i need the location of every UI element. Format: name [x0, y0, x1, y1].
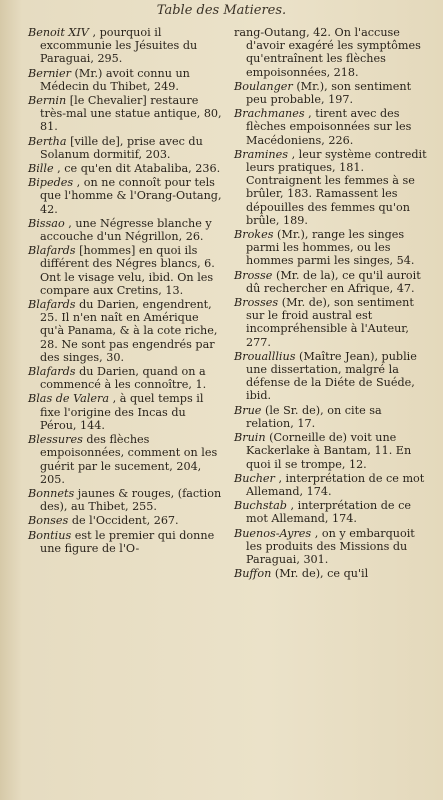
- entry-headword: Bontius: [28, 528, 72, 542]
- index-entry: [234, 269, 430, 295]
- index-entry: [28, 298, 224, 364]
- entry-text: (le Sr. de), on cite sa relation, 17.: [246, 403, 382, 430]
- entry-text: (Mr. de la), ce qu'il auroit dû rechercher en Afrique, 47.: [246, 268, 421, 295]
- entry-text: jaunes & rouges, (faction des), au Thibet, 255.: [40, 486, 222, 514]
- entry-headword: Buffon: [234, 567, 272, 581]
- entry-text: (Mr.), range les singes parmi les hommes, ou les hommes parmi les singes, 54.: [246, 228, 415, 268]
- entry-headword: Buchstab: [234, 499, 287, 513]
- entry-text: (Mr. de), son sentiment sur le froid austral est incompréhensible à l'Auteur, 277.: [246, 296, 414, 349]
- index-entry: [234, 107, 430, 147]
- index-entry: [28, 514, 224, 527]
- entry-headword: Blas de Valera: [28, 392, 110, 406]
- index-entry: [234, 296, 430, 349]
- index-entry: [234, 26, 430, 79]
- entry-headword: Bertha: [28, 134, 67, 148]
- index-entry: [234, 404, 430, 430]
- entry-headword: Bissao: [28, 216, 65, 230]
- index-entry: [234, 350, 430, 403]
- entry-text: (Corneille de) voit une Kackerlake à Bantam, 11. En quoi il se trompe, 12.: [246, 431, 412, 471]
- entry-headword: Brosse: [234, 268, 273, 282]
- entry-text: , on y embarquoit les produits des Missions du Paraguai, 301.: [246, 526, 415, 566]
- entry-text: , à quel temps il fixe l'origine des Incas du Pérou, 144.: [40, 392, 204, 432]
- index-entry: [28, 176, 224, 216]
- entry-headword: Brachmanes: [234, 107, 305, 121]
- index-entry: [234, 567, 430, 580]
- entry-headword: Brosses: [234, 296, 279, 310]
- index-columns: [28, 26, 433, 581]
- entry-headword: Bipedes: [28, 176, 74, 190]
- index-entry: [28, 392, 224, 432]
- entry-headword: Blafards: [28, 298, 76, 312]
- entry-headword: Boulanger: [234, 79, 293, 93]
- index-entry: [234, 527, 430, 567]
- index-entry: [28, 67, 224, 93]
- index-entry: [28, 244, 224, 297]
- left-column: [28, 26, 224, 581]
- entry-headword: Bille: [28, 162, 54, 176]
- index-entry: [234, 228, 430, 268]
- entry-text: [hommes] en quoi ils différent des Négres blancs, 6. Ont le visage velu, ibid. On les compare aux Cretins, 13.: [40, 244, 215, 297]
- entry-headword: Brue: [234, 403, 262, 417]
- index-entry: [28, 529, 224, 555]
- entry-text: , pourquoi il excommunie les Jésuites du Paraguai, 295.: [40, 26, 198, 66]
- entry-text: , leur système contredit leurs pratiques, 181. Contraignent les femmes à se brûler, 183. Ramassent les dépouilles des femmes qu'on brûle, 189.: [246, 147, 427, 227]
- entry-text: (Mr. de), ce qu'il: [274, 567, 369, 581]
- entry-text: est le premier qui donne une figure de l'O-: [40, 528, 215, 555]
- entry-headword: Brokes: [234, 228, 274, 242]
- entry-text: (Mr.) avoit connu un Médecin du Thibet, 249.: [40, 66, 190, 93]
- entry-text: du Darien, quand on a commencé à les connoître, 1.: [40, 365, 207, 392]
- entry-text: rang-Outang, 42. On l'accuse d'avoir exagéré les symptômes qu'entraînent les flèches empoisonnées, 218.: [234, 26, 421, 79]
- entry-headword: Bernin: [28, 94, 67, 108]
- right-column: [234, 26, 430, 581]
- entry-text: , on ne connoît pour tels que l'homme & l'Orang-Outang, 42.: [40, 176, 222, 216]
- entry-headword: Bonses: [28, 514, 69, 528]
- index-entry: [28, 217, 224, 243]
- index-entry: [234, 499, 430, 525]
- entry-headword: Bernier: [28, 66, 71, 80]
- index-entry: [234, 472, 430, 498]
- entry-headword: Bucher: [234, 471, 275, 485]
- entry-headword: Bramines: [234, 147, 288, 161]
- entry-headword: Blafards: [28, 365, 76, 379]
- entry-text: , interprétation de ce mot Allemand, 174.: [246, 471, 425, 498]
- entry-headword: Blafards: [28, 244, 76, 258]
- entry-text: (Mr.), son sentiment peu probable, 197.: [246, 79, 412, 107]
- index-entry: [234, 80, 430, 106]
- index-entry: [234, 431, 430, 471]
- entry-headword: Bruin: [234, 431, 266, 445]
- index-entry: [28, 365, 224, 391]
- running-head: Table des Matieres.: [156, 3, 287, 18]
- entry-headword: Buenos-Ayres: [234, 526, 312, 540]
- entry-text: , ce qu'en dit Atabaliba, 236.: [57, 162, 221, 176]
- entry-text: de l'Occident, 267.: [71, 514, 179, 528]
- entry-text: , une Négresse blanche y accouche d'un Négrillon, 26.: [40, 216, 212, 244]
- entry-text: [ville de], prise avec du Solanum dormitif, 203.: [40, 134, 203, 161]
- entry-headword: Blessures: [28, 433, 83, 447]
- index-entry: [28, 135, 224, 161]
- entry-text: , tirent avec des flèches empoisonnées sur les Macédoniens, 226.: [246, 107, 412, 147]
- index-entry: [234, 148, 430, 227]
- entry-headword: Benoit XIV: [28, 26, 89, 39]
- index-entry: [28, 487, 224, 513]
- entry-text: des flèches empoisonnées, comment on les guérit par le sucement, 204, 205.: [40, 433, 218, 486]
- index-entry: [28, 26, 224, 66]
- entry-headword: Bonnets: [28, 486, 75, 500]
- entry-text: du Darien, engendrent, 25. Il n'en naît en Amérique qu'à Panama, & à la cote riche, 28. Ne sont pas engendrés par des singes, 30.: [40, 298, 218, 364]
- entry-text: , interprétation de ce mot Allemand, 174.: [246, 499, 411, 526]
- index-entry: [28, 433, 224, 486]
- entry-text: (Maître Jean), publie une dissertation, malgré la défense de la Diéte de Suéde, ibid.: [246, 349, 417, 403]
- entry-headword: Broualllius: [234, 349, 296, 363]
- index-entry: [28, 94, 224, 134]
- entry-text: [le Chevalier] restaure très-mal une statue antique, 80, 81.: [40, 94, 222, 134]
- index-entry: [28, 162, 224, 175]
